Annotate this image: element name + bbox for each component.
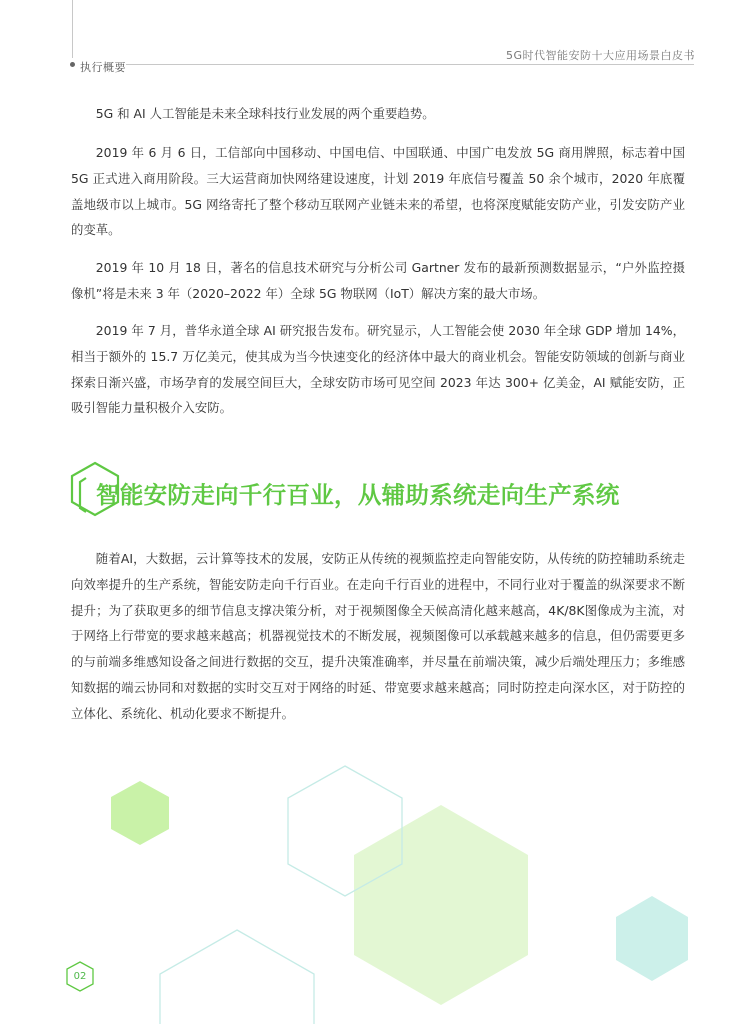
section-label: 执行概要 bbox=[80, 61, 126, 74]
hexagon-teal bbox=[616, 896, 688, 981]
header-divider bbox=[126, 64, 694, 65]
hexagon-outline-mid bbox=[288, 766, 402, 896]
header-bullet bbox=[70, 62, 75, 67]
paragraph-section-body: 随着AI，大数据，云计算等技术的发展，安防正从传统的视频监控走向智能安防，从传统的防控辅助系统走向效率提升的生产系统，智能安防走向千行百业。在走向千行百业的进程中，不同行业对于覆盖的纵深要求不断提升；为了获取更多的细节信息支撑决策分析，对于视频图像全天候高清化越来越高，4K/8K图像成为主流，对于网络上行带宽的要求越来越高；机器视觉技术的不断发展，视频图像可以承载越来越多的信息，但仍需要更多的与前端多维感知设备之间进行数据的交互，提升决策准确率，并尽量在前端决策，减少后端处理压力；多维感知数据的端云协同和对数据的实时交互对于网络的时延、带宽要求越来越高；同时防控走向深水区，对于防控的立体化、系统化、机动化要求不断提升。 bbox=[71, 551, 685, 721]
section-heading: 智能安防走向千行百业，从辅助系统走向生产系统 bbox=[96, 481, 620, 509]
page-number: 02 bbox=[73, 971, 87, 982]
heading-bracket bbox=[80, 478, 86, 512]
paragraph-gartner: 2019 年 10 月 18 日，著名的信息技术研究与分析公司 Gartner 发布的最新预测数据显示，“户外监控摄像机”将是未来 3 年（2020–2022 年）全球 5G 物联网（IoT）解决方案的最大市场。 bbox=[71, 260, 685, 301]
hexagon-small-green bbox=[111, 781, 169, 845]
document-title: 5G时代智能安防十大应用场景白皮书 bbox=[505, 49, 695, 62]
paragraph-pwc: 2019 年 7 月，普华永道全球 AI 研究报告发布。研究显示，人工智能会使 2030 年全球 GDP 增加 14%，相当于额外的 15.7 万亿美元，使其成为当今快速变化的经济体中最大的商业机会。智能安防领域的创新与商业探索日渐兴盛，市场孕育的发展空间巨大，全球安防市场可见空间 2023 年达 300+ 亿美金，AI 赋能安防，正吸引智能力量积极介入安防。 bbox=[71, 323, 685, 416]
hexagon-outline-bottom bbox=[160, 930, 314, 1024]
paragraph-5g-license: 2019 年 6 月 6 日，工信部向中国移动、中国电信、中国联通、中国广电发放 5G 商用牌照，标志着中国 5G 正式进入商用阶段。三大运营商加快网络建设速度，计划 2019 年底信号覆盖 50 余个城市，2020 年底覆盖地级市以上城市。5G 网络寄托了整个移动互联网产业链未来的希望，也将深度赋能安防产业，引发安防产业的变革。 bbox=[71, 145, 685, 238]
paragraph-intro: 5G 和 AI 人工智能是未来全球科技行业发展的两个重要趋势。 bbox=[95, 106, 435, 121]
header-vertical-rule bbox=[72, 0, 73, 58]
hexagon-large-pale bbox=[354, 805, 528, 1005]
